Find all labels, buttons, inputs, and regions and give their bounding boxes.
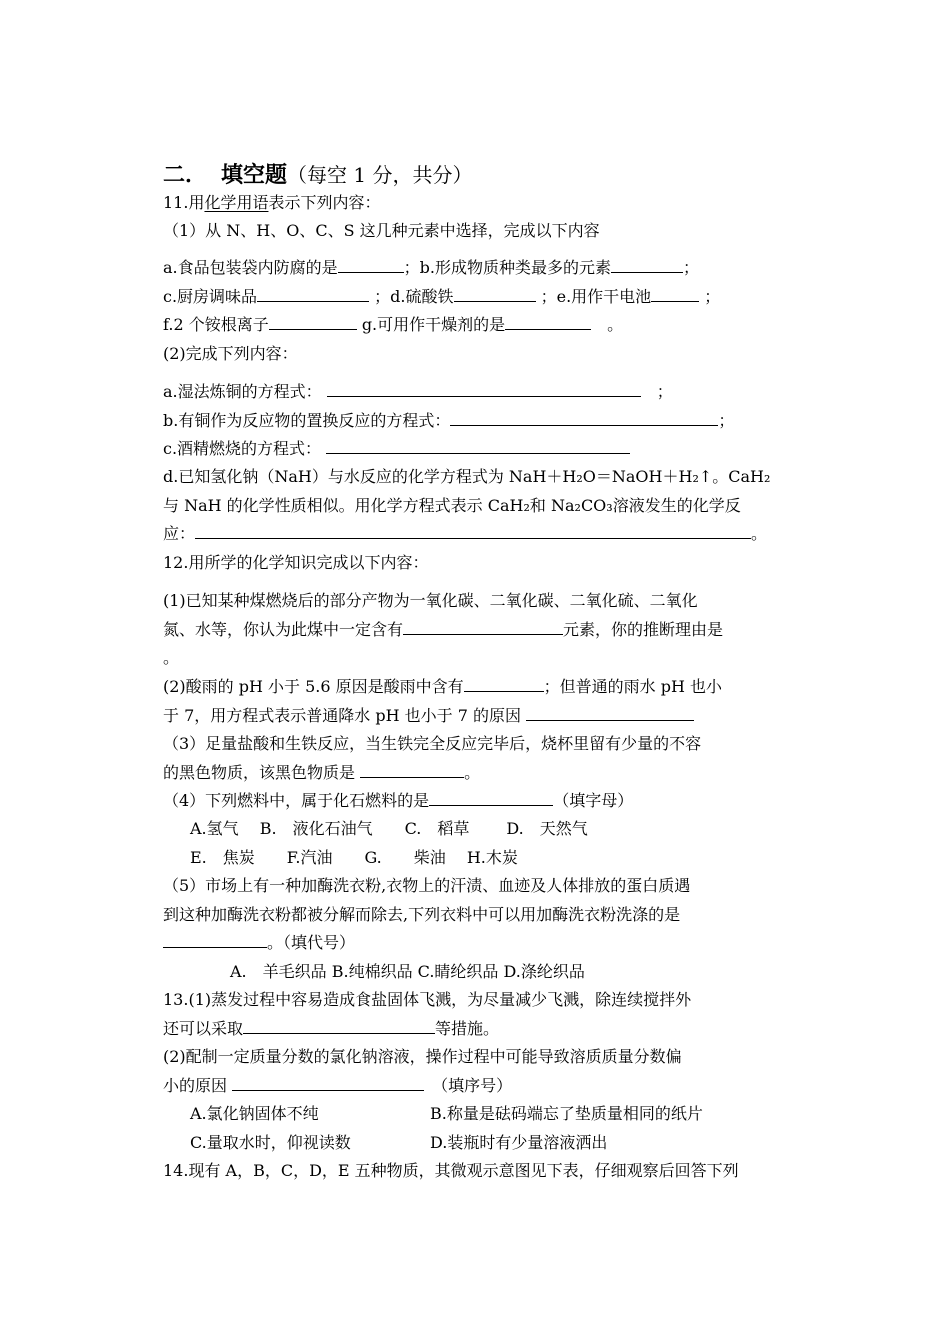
q12-5-options: A. 羊毛织品 B.纯棉织品 C.睛纶织品 D.涤纶织品 [230, 962, 585, 981]
answer-blank[interactable] [526, 705, 694, 721]
answer-blank[interactable] [338, 257, 404, 273]
q13-1-line1: 13.(1)蒸发过程中容易造成食盐固体飞溅，为尽量减少飞溅，除连续搅拌外 [163, 990, 692, 1009]
q12-5-line2: 到这种加酶洗衣粉都被分解而除去,下列衣料中可以用加酶洗衣粉洗涤的是 [163, 905, 681, 924]
q12-5-line1: （5）市场上有一种加酶洗衣粉,衣物上的汗渍、血迹及人体排放的蛋白质遇 [163, 876, 691, 895]
section-number: 二． [163, 162, 208, 188]
q13-option-c: C.量取水时，仰视读数 [190, 1133, 351, 1152]
answer-blank[interactable] [327, 381, 641, 397]
q13-1-line2: 还可以采取 等措施。 [163, 1019, 500, 1038]
q11-2b: b.有铜作为反应物的置换反应的方程式： ； [163, 411, 735, 430]
q11-2d-line1: d.已知氢化钠（NaH）与水反应的化学方程式为 NaH＋H₂O＝NaOH＋H₂↑。CaH₂ [163, 467, 771, 486]
section-title: 填空题 [221, 162, 288, 188]
q11-line-f-g: f.2 个铵根离子 g.可用作干燥剂的是 。 [163, 315, 624, 334]
answer-blank[interactable] [195, 523, 751, 539]
q12-1-line2: 氮、水等，你认为此煤中一定含有 元素，你的推断理由是 [163, 620, 724, 639]
q11-2d-line3: 应： 。 [163, 524, 768, 543]
q13-option-b: B.称量是砝码端忘了垫质量相同的纸片 [430, 1104, 703, 1123]
answer-blank[interactable] [269, 314, 357, 330]
answer-blank[interactable] [454, 286, 536, 302]
answer-blank[interactable] [403, 619, 563, 635]
q11-line-c-d-e: c.厨房调味品 ；d.硫酸铁 ；e.用作干电池 ； [163, 287, 721, 306]
q14-stem: 14.现有 A，B，C，D，E 五种物质，其微观示意图见下表，仔细观察后回答下列 [163, 1161, 739, 1180]
q12-1-line1: (1)已知某种煤燃烧后的部分产物为一氧化碳、二氧化碳、二氧化硫、二氧化 [163, 591, 698, 610]
q11-stem: 11.用化学用语表示下列内容： [163, 193, 381, 212]
answer-blank[interactable] [464, 676, 544, 692]
answer-blank[interactable] [429, 790, 553, 806]
q11-2d-line2: 与 NaH 的化学性质相似。用化学方程式表示 CaH₂和 Na₂CO₃溶液发生的化学反 [163, 496, 741, 515]
q11-part2: (2)完成下列内容： [163, 344, 298, 363]
q12-3-line1: （3）足量盐酸和生铁反应，当生铁完全反应完毕后，烧杯里留有少量的不容 [163, 734, 702, 753]
q12-2-line1: (2)酸雨的 pH 小于 5.6 原因是酸雨中含有 ；但普通的雨水 pH 也小 [163, 677, 723, 696]
answer-blank[interactable] [450, 410, 718, 426]
q11-2c: c.酒精燃烧的方程式： [163, 438, 630, 460]
section-note: （每空 1 分，共分） [287, 163, 473, 187]
answer-blank[interactable] [232, 1075, 424, 1091]
q13-2-line2: 小的原因 （填序号） [163, 1076, 513, 1095]
underlined-term: 化学用语 [204, 193, 269, 212]
answer-blank[interactable] [651, 286, 699, 302]
answer-blank[interactable] [360, 762, 464, 778]
answer-blank[interactable] [505, 314, 591, 330]
q13-option-a: A.氯化钠固体不纯 [190, 1104, 319, 1123]
q12-5-line3: 。（填代号） [163, 932, 355, 954]
answer-blank[interactable] [257, 286, 369, 302]
q12-4-stem: （4）下列燃料中，属于化石燃料的是 （填字母） [163, 791, 634, 810]
answer-blank[interactable] [243, 1018, 435, 1034]
answer-blank[interactable] [326, 438, 630, 454]
q12-4-options-2: E. 焦炭 F.汽油 G. 柴油 H.木炭 [190, 848, 518, 867]
q12-stem: 12.用所学的化学知识完成以下内容： [163, 553, 429, 572]
q12-1-line3: 。 [163, 648, 180, 667]
section-heading [163, 160, 472, 190]
q13-2-line1: (2)配制一定质量分数的氯化钠溶液，操作过程中可能导致溶质质量分数偏 [163, 1047, 682, 1066]
answer-blank[interactable] [611, 257, 683, 273]
answer-blank[interactable] [163, 932, 267, 948]
q13-option-d: D.装瓶时有少量溶液洒出 [430, 1133, 608, 1152]
q12-3-line2: 的黑色物质，该黑色物质是 。 [163, 763, 481, 782]
q11-line-a-b: a.食品包装袋内防腐的是 ；b.形成物质种类最多的元素 ； [163, 258, 699, 277]
q11-2a: a.湿法炼铜的方程式： ； [163, 382, 673, 401]
q11-part1: （1）从 N、H、O、C、S 这几种元素中选择，完成以下内容 [163, 221, 600, 240]
q12-4-options-1: A.氢气 B. 液化石油气 C. 稻草 D. 天然气 [190, 819, 588, 838]
q12-2-line2: 于 7，用方程式表示普通降水 pH 也小于 7 的原因 [163, 705, 694, 727]
